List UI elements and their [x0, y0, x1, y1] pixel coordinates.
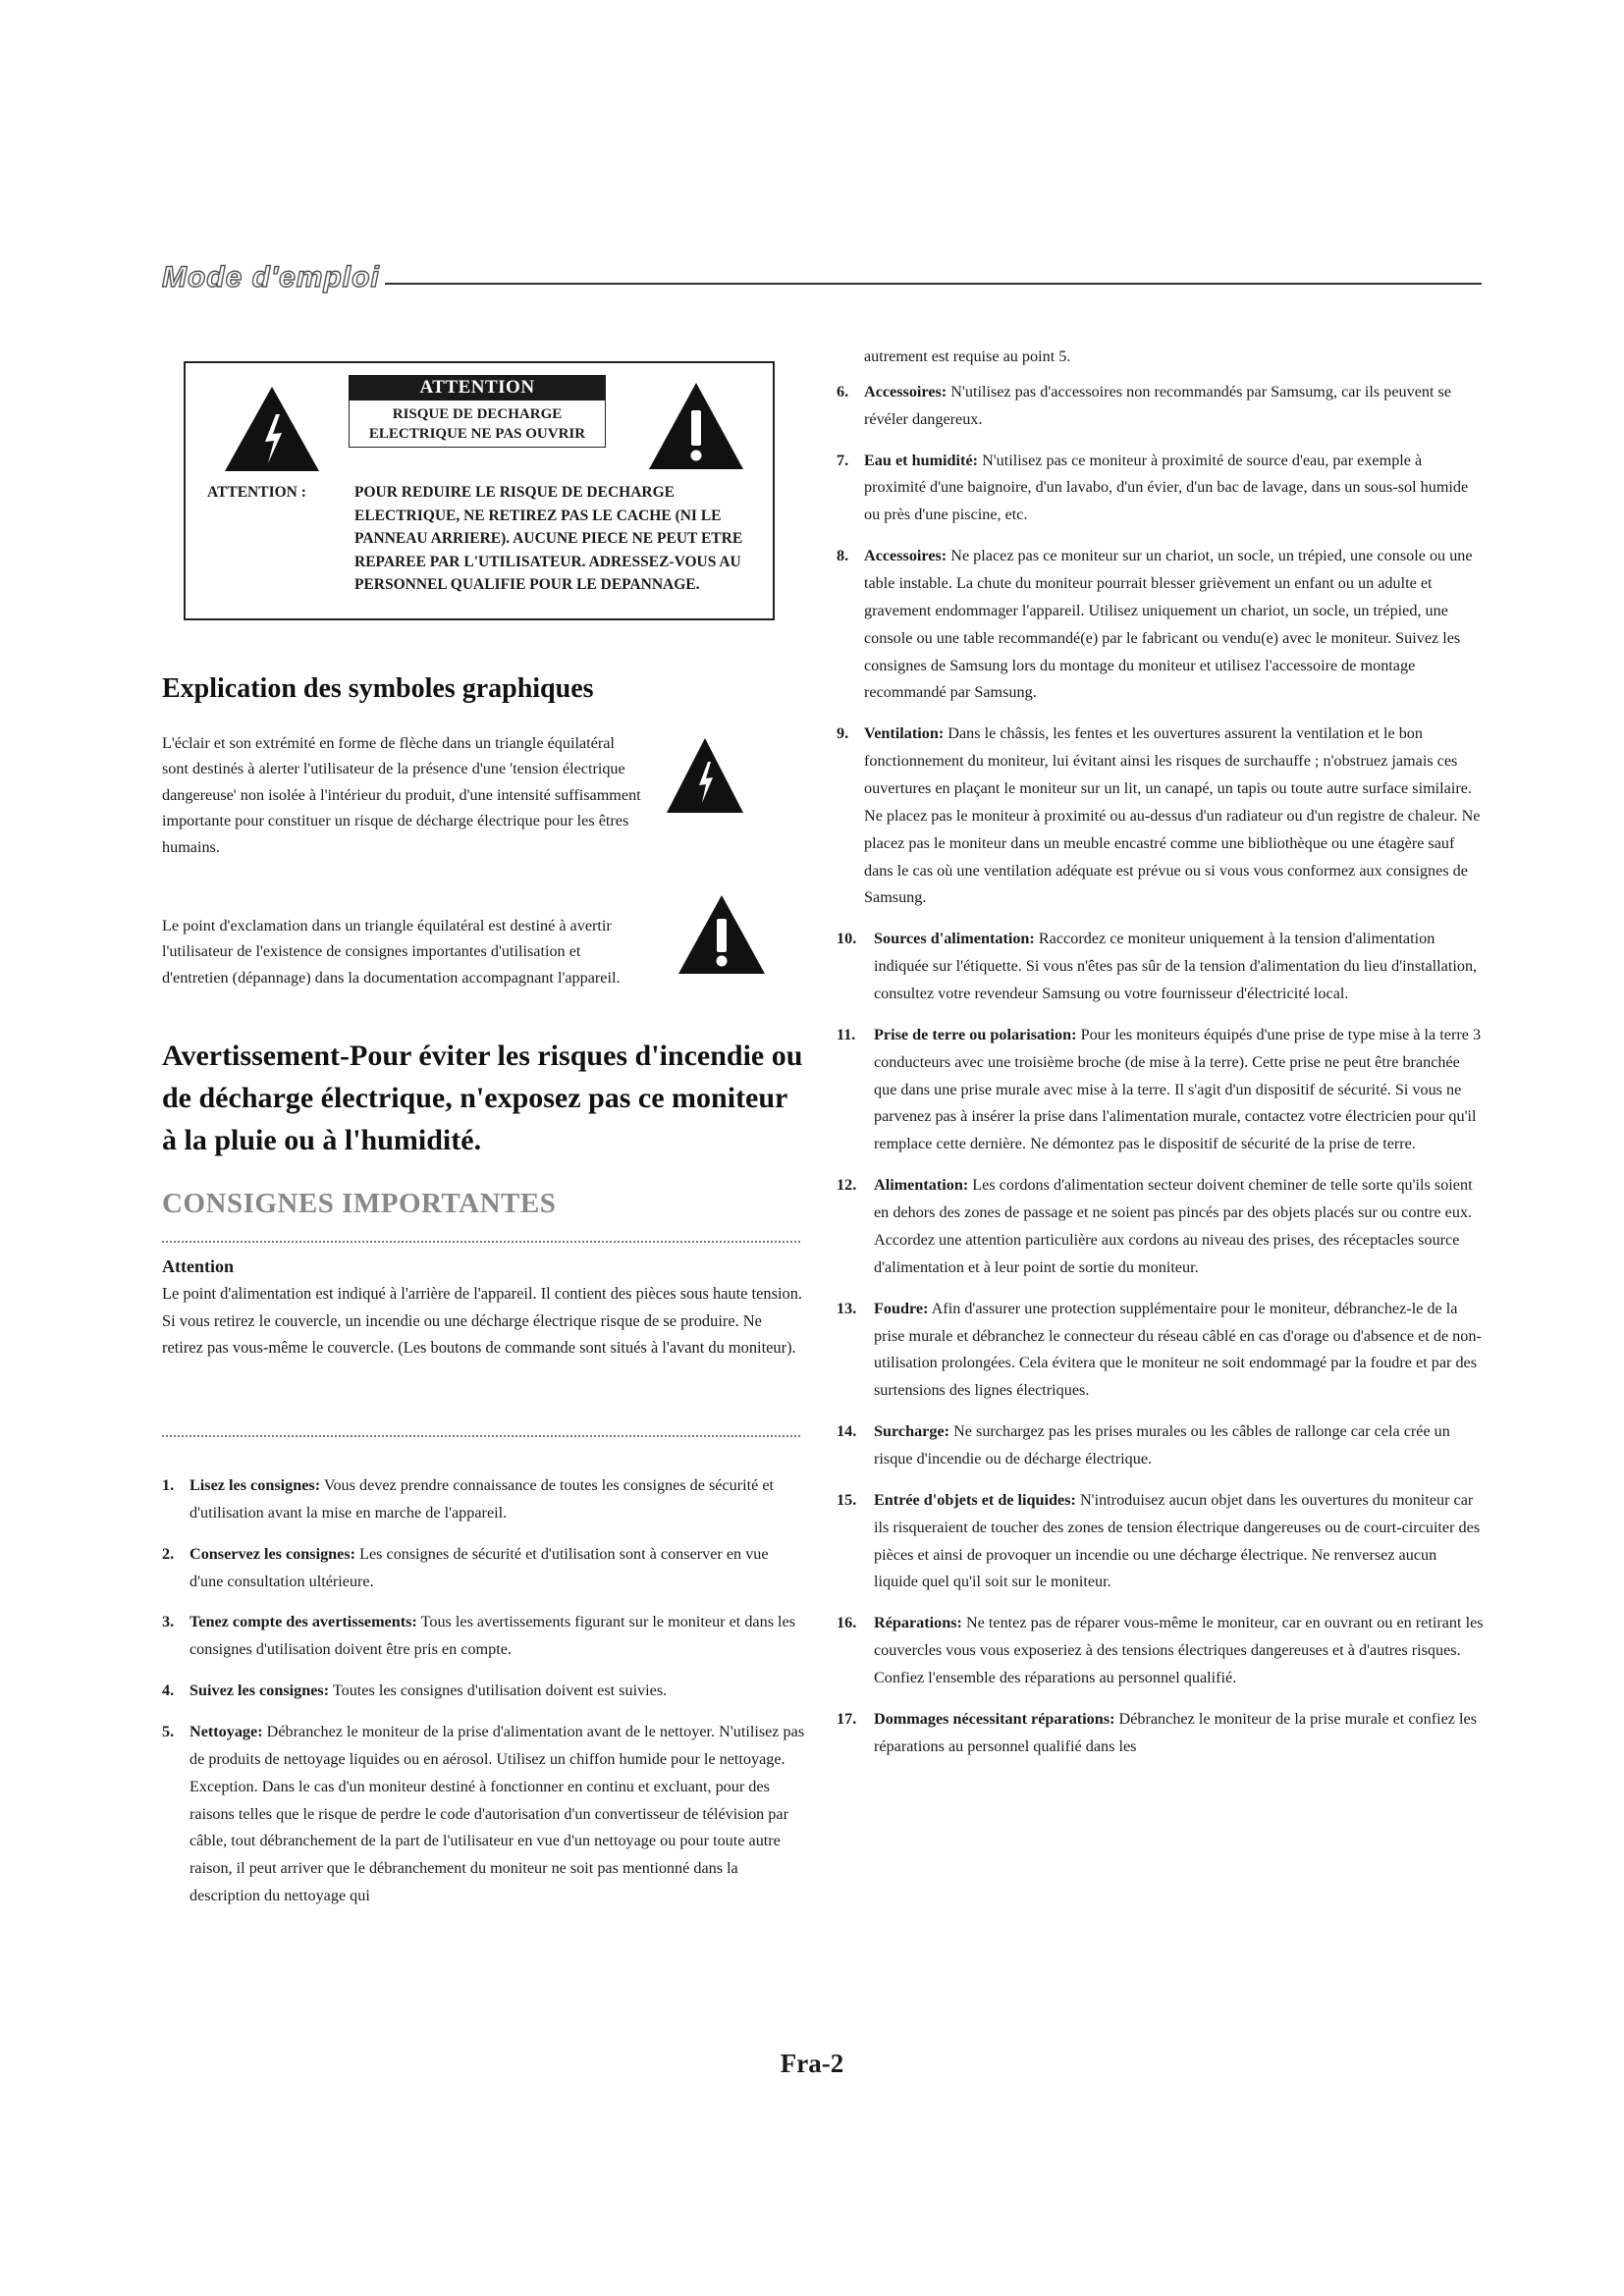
consignes-title: CONSIGNES IMPORTANTES [162, 1188, 557, 1219]
item-title: Nettoyage: [189, 1723, 263, 1741]
item-number: 5. [162, 1723, 175, 1741]
item-number: 7. [837, 451, 849, 469]
item-number: 17. [837, 1709, 857, 1728]
list-item [162, 1678, 805, 1705]
item-title: Accessoires: [864, 382, 947, 400]
list-item [162, 1609, 805, 1664]
item-number: 2. [162, 1544, 175, 1563]
item-number: 6. [837, 382, 849, 400]
symbols-title: Explication des symboles graphiques [162, 673, 594, 704]
item-text: Dans le châssis, les fentes et les ouvertures assurent la ventilation et le bon fonctionnement du moniteur, lui évitant ainsi les risques de surchauffe ; n'obstruez jamais ces ouvertures en plaçant le moniteur sur un lit, un canapé, un tapis ou toute autre surface similaire. Ne placez pas le moniteur à proximité ou au-dessus d'un radiateur ou d'un registre de chaleur. Ne placez pas le moniteur dans un meuble encastré comme une bibliothèque ou une étagère sauf dans le cas où une ventilation adéquate est prévue ou si vous vous conformez aux consignes de Samsung. [864, 724, 1481, 907]
list-item [837, 926, 1485, 1008]
header-title: Mode d'emploi [162, 261, 380, 294]
right-items-list [837, 379, 1485, 1761]
item-title: Tenez compte des avertissements: [189, 1613, 417, 1631]
list-item [837, 379, 1485, 434]
warning-main [207, 481, 769, 597]
warning-risk [349, 400, 606, 448]
page-number: Fra-2 [780, 2049, 844, 2078]
lightning-symbol-icon [665, 736, 745, 815]
exclamation-symbol-icon [677, 893, 767, 976]
item-title: Surcharge: [874, 1422, 950, 1441]
item-title: Réparations: [874, 1614, 962, 1632]
warning-center [349, 375, 606, 448]
item-number: 3. [162, 1613, 175, 1631]
item-text: Pour les moniteurs équipés d'une prise de type mise à la terre 3 conducteurs avec une troisième broche (de mise à la terre). Cette prise ne peut être branchée que dans une prise murale avec mise à la terre. Il s'agit d'un dispositif de sécurité. Si vous ne parvenez pas à insérer la prise dans l'alimentation murale, contactez votre électricien pour qu'il remplace cette dernière. Ne démontez pas le dispositif de sécurité de la prise de terre. [874, 1025, 1482, 1153]
warning-risk-line1: RISQUE DE DECHARGE [392, 406, 563, 422]
exclamation-warning-icon [647, 381, 745, 471]
item-title: Conservez les consignes: [189, 1544, 356, 1563]
warning-text: POUR REDUIRE LE RISQUE DE DECHARGE ELECTRIQUE, NE RETIREZ PAS LE CACHE (NI LE PANNEAU ARRIERE). AUCUNE PIECE NE PEUT ETRE REPAREE PAR L'UTILISATEUR. ADRESSEZ-VOUS AU PERSONNEL QUALIFIE POUR LE DEPANNAGE. [354, 484, 743, 594]
exclamation-description: Le point d'exclamation dans un triangle équilatéral est destiné à avertir l'utilisateur de l'existence de consignes importantes d'utilisation et d'entretien (dépannage) dans la documentation accompagnant l'appareil. [162, 917, 621, 987]
item-number: 16. [837, 1614, 857, 1632]
warning-box [184, 361, 775, 620]
list-item [837, 1487, 1485, 1596]
item-title: Sources d'alimentation: [874, 930, 1035, 948]
item-title: Alimentation: [874, 1176, 969, 1195]
attention-text: Le point d'alimentation est indiqué à l'arrière de l'appareil. Il contient des pièces sous haute tension. Si vous retirez le couvercle, un incendie ou une décharge électrique risque de se produire. Ne retirez pas vous-même le couvercle. (Les boutons de commande sont situés à l'avant du moniteur). [162, 1284, 802, 1358]
continuation-text: autrement est requise au point 5. [864, 347, 1071, 365]
item-text: Débranchez le moniteur de la prise murale et confiez les réparations au personnel qualifié dans les [874, 1709, 1478, 1755]
item-number: 10. [837, 930, 857, 948]
item-number: 11. [837, 1025, 856, 1043]
item-extra-text: Exception. Dans le cas d'un moniteur destiné à fonctionner en continu et excluant, pour des raisons telles que le risque de perdre le code d'autorisation d'un convertisseur de télévision par câble, tout débranchement de la part de l'utilisateur en vue d'un nettoyage ou pour toute autre raison, il peut arriver que le débranchement du moniteur ne soit pas mentionné dans la description du nettoyage qui [189, 1777, 788, 1905]
lightning-description: L'éclair et son extrémité en forme de flèche dans un triangle équilatéral sont destinés à alerter l'utilisateur de la présence d'une 'tension électrique dangereuse' non isolée à l'intérieur du produit, d'une intensité suffisamment importante pour constituer un risque de décharge électrique pour les êtres humains. [162, 734, 641, 856]
lightning-warning-icon [223, 385, 321, 473]
item-text: Ne tentez pas de réparer vous-même le moniteur, car en ouvrant ou en retirant les couvercles vous vous exposeriez à des tensions électriques dangereuses et à d'autres risques. Confiez l'ensemble des réparations au personnel qualifié. [874, 1614, 1484, 1686]
item-number: 8. [837, 547, 849, 565]
list-item [837, 1296, 1485, 1405]
item-number: 4. [162, 1682, 175, 1700]
list-item [837, 1418, 1485, 1473]
item-title: Foudre: [874, 1299, 929, 1317]
left-items-list [162, 1472, 805, 1924]
warning-label: ATTENTION : [207, 484, 306, 501]
item-number: 14. [837, 1422, 857, 1441]
header-rule [385, 283, 1482, 285]
item-title: Entrée d'objets et de liquides: [874, 1490, 1076, 1509]
item-title: Lisez les consignes: [189, 1476, 321, 1494]
item-number: 1. [162, 1476, 175, 1494]
item-title: Ventilation: [864, 724, 945, 743]
avertissement-heading: Avertissement-Pour éviter les risques d'incendie ou de décharge électrique, n'exposez pas ce moniteur à la pluie ou à l'humidité. [162, 1040, 803, 1157]
list-item [837, 1022, 1485, 1158]
right-column [837, 344, 1485, 1775]
list-item [837, 1706, 1485, 1761]
item-text: Tous les avertissements figurant sur le moniteur et dans les consignes d'utilisation doivent être pris en compte. [189, 1613, 796, 1659]
item-text: Afin d'assurer une protection supplémentaire pour le moniteur, débranchez-le de la prise murale et débranchez le connecteur du réseau câblé en cas d'orage ou d'absence et de non-utilisation prolongées. Cela évitera que le moniteur ne soit endommagé par la foudre et par des surtensions des lignes électriques. [874, 1299, 1482, 1400]
warning-risk-line2: ELECTRIQUE NE PAS OUVRIR [368, 426, 586, 443]
warning-heading: ATTENTION [349, 375, 606, 400]
item-text: Raccordez ce moniteur uniquement à la tension d'alimentation indiquée sur l'étiquette. Si vous n'êtes pas sûr de la tension d'alimentation du lieu d'installation, consultez votre revendeur Samsung ou votre fournisseur d'électricité local. [874, 930, 1478, 1003]
item-title: Accessoires: [864, 547, 947, 565]
item-text: Ne surchargez pas les prises murales ou les câbles de rallonge car cela crée un risque d'incendie ou de décharge électrique. [874, 1422, 1450, 1468]
item-title: Suivez les consignes: [189, 1682, 330, 1700]
list-item [837, 448, 1485, 530]
item-number: 9. [837, 724, 849, 743]
list-item [162, 1719, 805, 1910]
item-title: Eau et humidité: [864, 451, 979, 469]
item-text: N'utilisez pas d'accessoires non recommandés par Samsumg, car ils peuvent se révéler dangereux. [864, 382, 1451, 428]
list-item [162, 1541, 805, 1596]
item-title: Dommages nécessitant réparations: [874, 1709, 1115, 1728]
dotted-divider-bottom [162, 1435, 800, 1437]
list-item [162, 1472, 805, 1527]
item-text: Vous devez prendre connaissance de toutes les consignes de sécurité et d'utilisation avant la mise en marche de l'appareil. [189, 1476, 775, 1522]
list-item [837, 1610, 1485, 1692]
item-text: N'introduisez aucun objet dans les ouvertures du moniteur car ils risqueraient de toucher des zones de tension électrique dangereuses ou de court-circuiter des pièces et ainsi de provoquer un incendie ou une décharge électrique. Ne renversez aucun liquide quel qu'il soit sur le moniteur. [874, 1490, 1481, 1591]
item-text: Débranchez le moniteur de la prise d'alimentation avant de le nettoyer. N'utilisez pas de produits de nettoyage liquides ou en aérosol. Utilisez un chiffon humide pour le nettoyage. [189, 1723, 805, 1768]
item-title: Prise de terre ou polarisation: [874, 1025, 1077, 1043]
attention-heading: Attention [162, 1256, 234, 1276]
item-text: Les consignes de sécurité et d'utilisation sont à conserver en vue d'une consultation ultérieure. [189, 1544, 769, 1590]
item-number: 13. [837, 1299, 857, 1317]
list-item [837, 721, 1485, 912]
item-text: Les cordons d'alimentation secteur doivent cheminer de telle sorte qu'ils soient en dehors des zones de passage et ne soient pas pincés par des objets placés sur ou contre eux. Accordez une attention particulière aux cordons au niveau des prises, des réceptacles source d'alimentation et à leur point de sortie du moniteur. [874, 1176, 1473, 1276]
item-text: Toutes les consignes d'utilisation doivent est suivies. [332, 1682, 668, 1700]
item-number: 15. [837, 1490, 857, 1509]
list-item [837, 543, 1485, 707]
item-text: Ne placez pas ce moniteur sur un chariot, un socle, un trépied, une console ou une table instable. La chute du moniteur pourrait blesser grièvement un enfant ou un adulte et gravement endommager l'appareil. Utilisez uniquement un chariot, un socle, un trépied, une console ou une table recommandé(e) par le fabricant ou vendu(e) avec le moniteur. Suivez les consignes de Samsung lors du montage du moniteur et utilisez l'accessoire de montage recommandé par Samsung. [864, 547, 1473, 702]
item-number: 12. [837, 1176, 857, 1195]
item-text: N'utilisez pas ce moniteur à proximité de source d'eau, par exemple à proximité d'une baignoire, d'un lavabo, d'un évier, d'un bac de lavage, dans un sous-sol humide ou près d'une piscine, etc. [864, 451, 1469, 524]
dotted-divider-top [162, 1241, 800, 1243]
list-item [837, 1172, 1485, 1281]
